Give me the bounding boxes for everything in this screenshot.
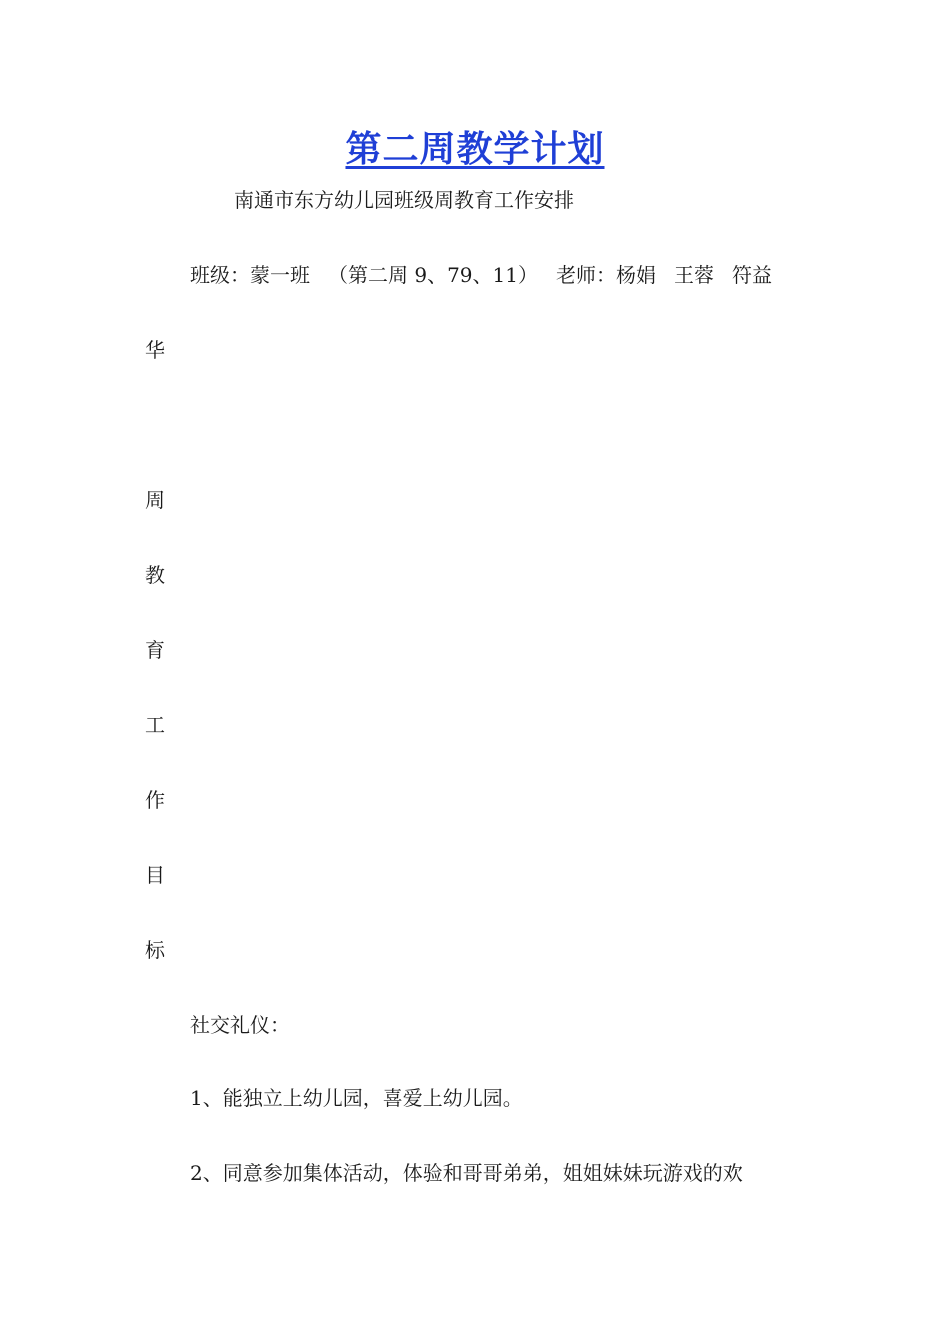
class-label: 班级：蒙一班 [190, 263, 310, 287]
document-title: 第二周教学计划 [345, 129, 605, 170]
class-info-line [190, 261, 772, 289]
teacher-name: 符益 [731, 263, 772, 287]
vertical-heading-char: 育 [145, 638, 165, 662]
goal-item: 1、能独立上幼儿园，喜爱上幼儿园。 [190, 1086, 523, 1110]
document-subtitle: 南通市东方幼儿园班级周教育工作安排 [234, 188, 574, 212]
vertical-heading-char: 周 [145, 488, 165, 512]
teacher-name: 王蓉 [673, 263, 714, 287]
teacher-name-continued: 华 [145, 338, 165, 362]
vertical-heading-char: 工 [145, 713, 165, 737]
section-label: 社交礼仪： [190, 1013, 290, 1037]
vertical-heading-char: 教 [145, 563, 165, 587]
vertical-heading-char: 作 [145, 788, 165, 812]
vertical-heading-char: 标 [145, 938, 165, 962]
vertical-heading-char: 目 [145, 863, 165, 887]
teacher-label: 老师：杨娟 [555, 263, 656, 287]
goal-item: 2、同意参加集体活动，体验和哥哥弟弟，姐姐妹妹玩游戏的欢 [190, 1161, 743, 1185]
week-info: （第二周 9、79、11） [328, 263, 538, 287]
